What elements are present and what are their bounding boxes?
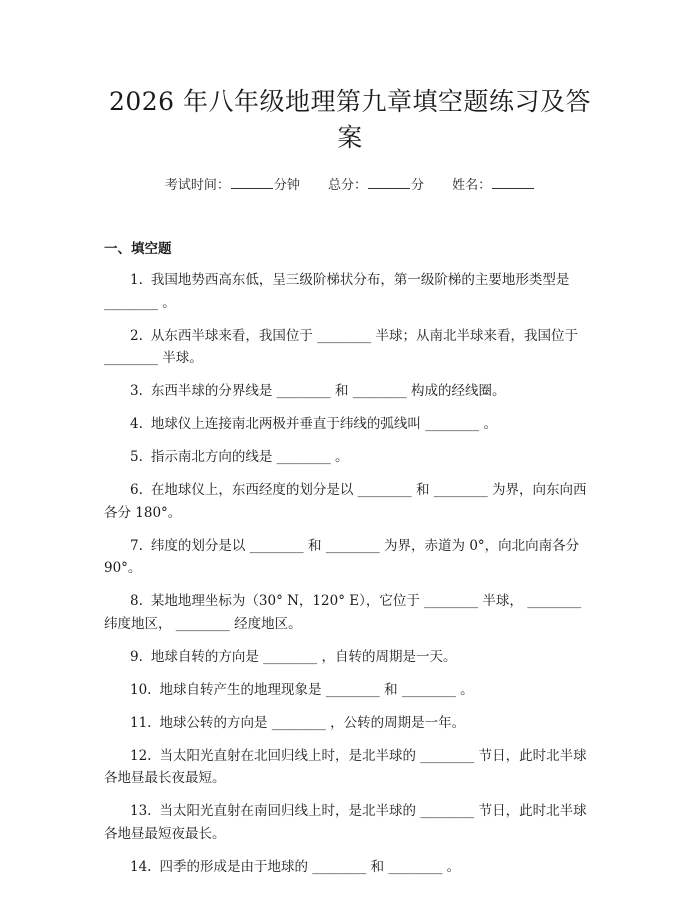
student-name-label: 姓名： — [452, 178, 492, 193]
exam-time-blank — [231, 176, 273, 189]
exam-info-row — [104, 174, 596, 193]
question-text: 当太阳光直射在南回归线上时，是北半球的 ________ 节日，此时北半球各地昼最短夜最长。 — [104, 803, 587, 842]
question-number: 10. — [130, 681, 152, 698]
question-text: 纬度的划分是以 ________ 和 ________ 为界，赤道为 0°，向北向南各分 90°。 — [104, 537, 580, 576]
question-item — [104, 590, 596, 635]
question-text: 地球自转的方向是 ________ ，自转的周期是一天。 — [150, 648, 457, 665]
question-number: 6. — [130, 482, 143, 498]
question-text: 地球仪上连接南北两极并垂直于纬线的弧线叫 ________ 。 — [150, 416, 497, 432]
question-number: 2. — [130, 327, 143, 344]
question-number: 4. — [130, 416, 143, 432]
question-text: 在地球仪上，东西经度的划分是以 ________ 和 ________ 为界，向东向西各分 180°。 — [104, 482, 587, 521]
question-item — [104, 646, 596, 669]
question-text: 地球自转产生的地理现象是 ________ 和 ________ 。 — [159, 681, 474, 698]
question-number: 12. — [130, 747, 152, 764]
question-item — [104, 535, 596, 580]
exam-time-field — [165, 174, 300, 193]
question-text: 从东西半球来看，我国位于 ________ 半球；从南北半球来看，我国位于 ________ 半球。 — [104, 327, 578, 366]
question-item — [104, 446, 596, 469]
question-number: 9. — [130, 648, 143, 665]
question-item — [104, 380, 596, 403]
total-score-label: 总分： — [327, 178, 367, 193]
section-heading: 一、填空题 — [104, 241, 172, 257]
question-text: 当太阳光直射在北回归线上时，是北半球的 ________ 节日，此时北半球各地昼最长夜最短。 — [104, 747, 587, 786]
question-text: 我国地势西高东低，呈三级阶梯状分布，第一级阶梯的主要地形类型是 ________ 。 — [104, 272, 570, 311]
question-item — [104, 413, 596, 436]
question-number: 1. — [130, 272, 143, 288]
exam-time-label: 考试时间： — [164, 178, 230, 193]
question-number: 13. — [130, 803, 152, 819]
page-title: 2026 年八年级地理第九章填空题练习及答案 — [108, 87, 592, 152]
student-name-field — [452, 174, 535, 193]
question-item — [104, 712, 596, 735]
question-number: 7. — [130, 537, 143, 554]
question-item — [104, 800, 596, 845]
question-item — [104, 479, 596, 524]
total-score-unit: 分 — [411, 178, 425, 193]
question-text: 指示南北方向的线是 ________ 。 — [150, 449, 349, 465]
question-item — [104, 856, 596, 879]
exam-time-unit: 分钟 — [273, 178, 300, 193]
question-text: 东西半球的分界线是 ________ 和 ________ 构成的经线圈。 — [150, 383, 506, 399]
question-number: 14. — [130, 858, 152, 875]
question-number: 8. — [130, 593, 143, 609]
question-number: 5. — [130, 449, 143, 465]
question-item — [104, 325, 596, 370]
question-item — [104, 745, 596, 790]
question-text: 某地地理坐标为（30° N，120° E），它位于 ________ 半球， ________ 纬度地区， ________ 经度地区。 — [104, 593, 582, 632]
question-text: 四季的形成是由于地球的 ________ 和 ________ 。 — [159, 858, 461, 875]
total-score-blank — [368, 176, 410, 189]
question-text: 地球公转的方向是 ________ ，公转的周期是一年。 — [159, 714, 466, 731]
student-name-blank — [492, 176, 534, 189]
question-number: 11. — [130, 714, 152, 731]
question-number: 3. — [130, 383, 143, 399]
question-item — [104, 679, 596, 702]
question-item — [104, 269, 596, 314]
total-score-field — [328, 174, 424, 193]
